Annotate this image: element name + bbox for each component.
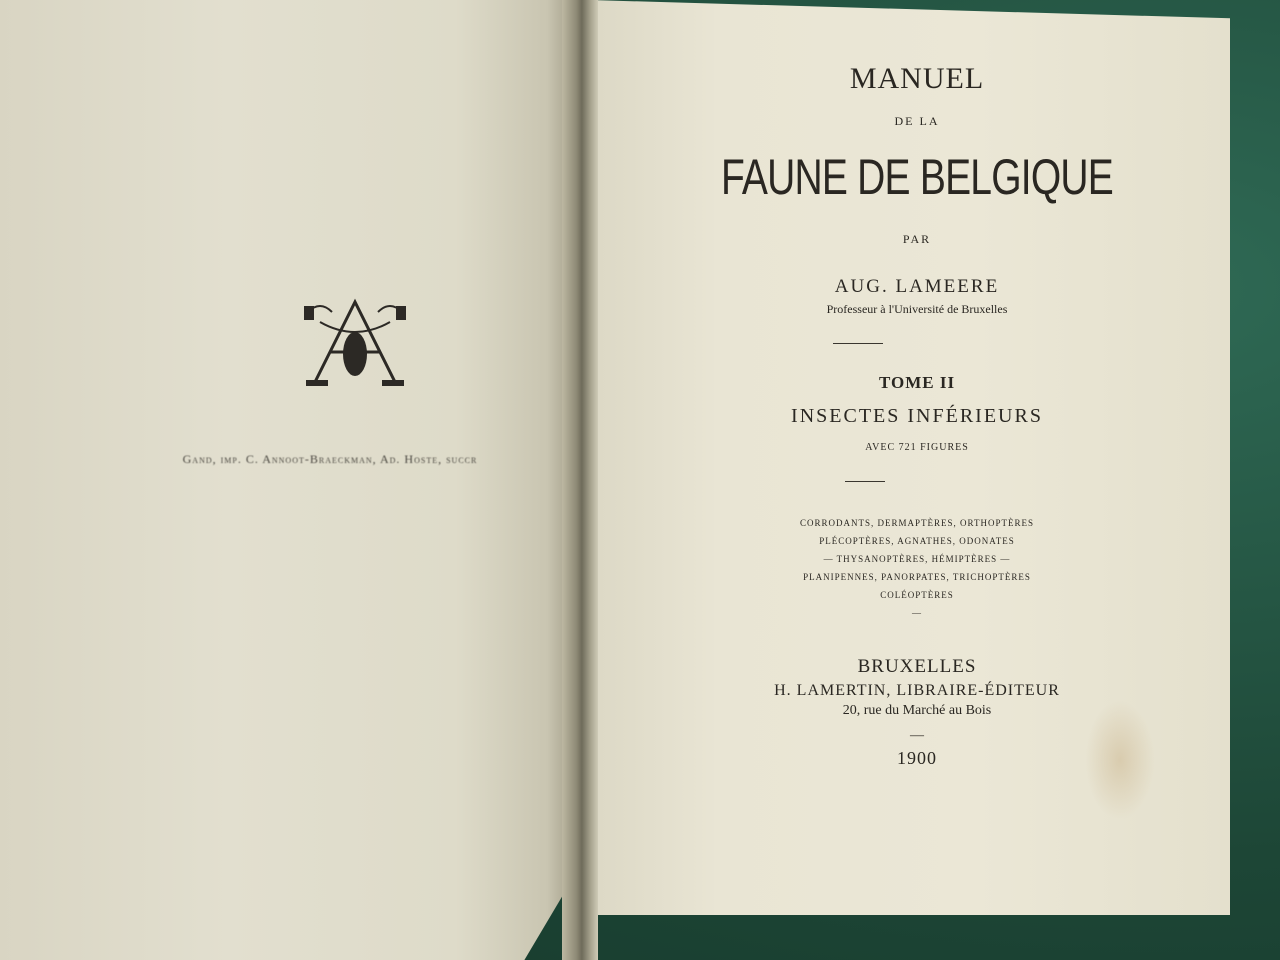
title-line-manuel: MANUEL — [849, 62, 985, 95]
author-name: AUG. LAMEERE — [834, 276, 1000, 297]
publication-city: BRUXELLES — [857, 656, 977, 677]
left-page — [0, 0, 570, 960]
by-label: PAR — [902, 232, 932, 246]
orders-line: PLÉCOPTÈRES, AGNATHES, ODONATES — [819, 536, 1015, 546]
publisher-name: H. LAMERTIN, LIBRAIRE-ÉDITEUR — [774, 682, 1060, 699]
divider-rule — [845, 481, 885, 482]
title-connector: DE LA — [894, 114, 940, 128]
author-affiliation: Professeur à l'Université de Bruxelles — [826, 302, 1008, 316]
main-title: FAUNE DE BELGIQUE — [720, 149, 1114, 205]
orders-line: — THYSANOPTÈRES, HÉMIPTÈRES — — [823, 554, 1011, 564]
publisher-address: 20, rue du Marché au Bois — [842, 703, 992, 718]
volume-subtitle: INSECTES INFÉRIEURS — [791, 405, 1043, 427]
volume-label: TOME II — [878, 373, 956, 392]
orders-line: — — [912, 608, 922, 618]
book-gutter — [562, 0, 598, 960]
printer-imprint: Gand, imp. C. Annoot-Braeckman, Ad. Hoste, succr — [182, 452, 478, 466]
divider-rule — [833, 343, 883, 344]
orders-line: COLÉOPTÈRES — [880, 590, 954, 600]
year-dash: — — [910, 728, 924, 743]
orders-line: PLANIPENNES, PANORPATES, TRICHOPTÈRES — [803, 572, 1031, 582]
orders-line: CORRODANTS, DERMAPTÈRES, ORTHOPTÈRES — [800, 518, 1034, 528]
figures-note: AVEC 721 FIGURES — [865, 442, 969, 453]
publication-year: 1900 — [897, 748, 937, 768]
publisher-monogram-icon — [300, 292, 410, 392]
insect-orders-list — [612, 514, 1222, 622]
